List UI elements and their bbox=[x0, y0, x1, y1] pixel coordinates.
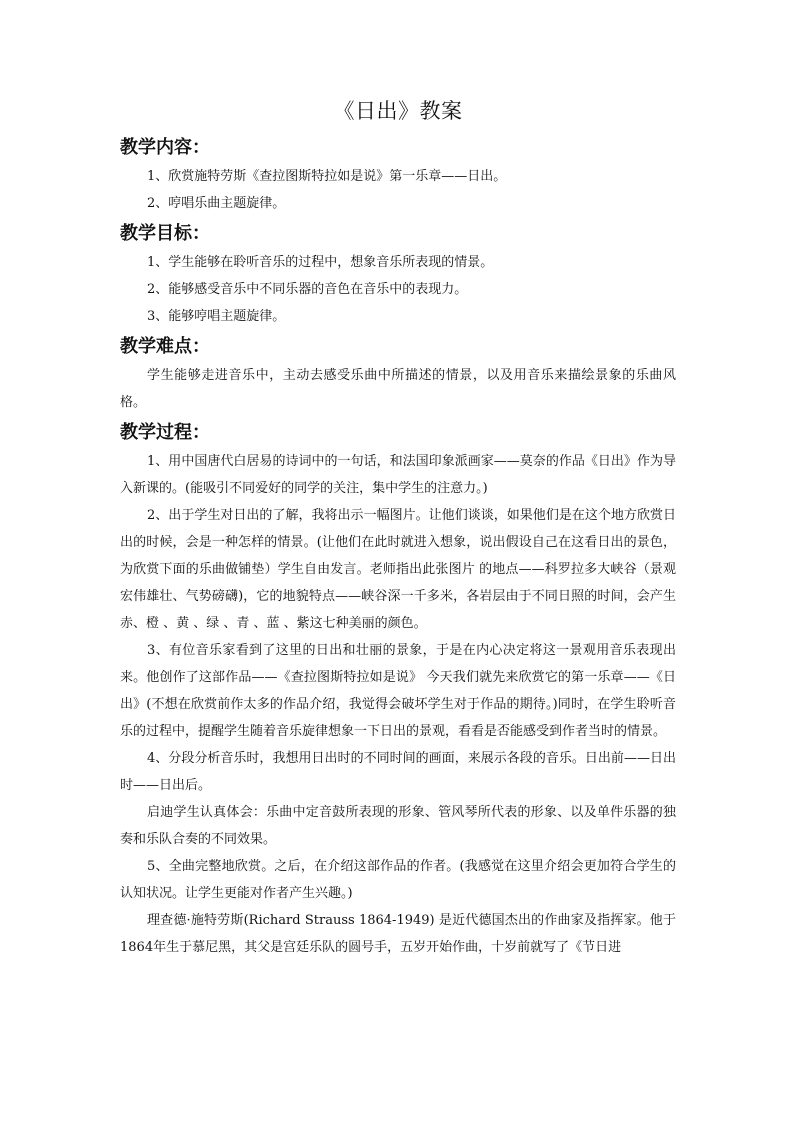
list-item: 1、学生能够在聆听音乐的过程中，想象音乐所表现的情景。 bbox=[147, 255, 494, 270]
paragraph: 2、出于学生对日出的了解，我将出示一幅图片。让他们谈谈，如果他们是在这个地方欣赏日出的时候，会是一种怎样的情景。(让他们在此时就进入想象，说出假设自己在这看日出的景色，为欣赏下面的乐曲做铺垫）学生自由发言。老师指出此张图片 的地点——科罗拉多大峡谷（景观宏伟雄壮、气势磅礴)，它的地貌特点——峡谷深一千多米，各岩层由于不同日照的时间，会产生赤、橙 、黄 、绿 、青 、蓝 、紫这七种美丽的颜色。 bbox=[120, 508, 676, 631]
section-process bbox=[120, 418, 676, 961]
list-item: 2、能够感受音乐中不同乐器的音色在音乐中的表现力。 bbox=[147, 282, 468, 297]
paragraph: 学生能够走进音乐中，主动去感受乐曲中所描述的情景，以及用音乐来描绘景象的乐曲风格。 bbox=[120, 368, 676, 410]
document-page bbox=[120, 96, 676, 961]
paragraph: 3、有位音乐家看到了这里的日出和壮丽的景象，于是在内心决定将这一景观用音乐表现出来。他创作了这部作品——《查拉图斯特拉如是说》 今天我们就先来欣赏它的第一乐章——《日出》(不想在欣赏前作太多的作品介绍，我觉得会破坏学生对于作品的期待。)同时，在学生聆听音乐的过程中，提醒学生随着音乐旋律想象一下日出的景观，看看是否能感受到作者当时的情景。 bbox=[120, 643, 676, 739]
section-heading: 教学过程： bbox=[120, 422, 210, 443]
section-heading: 教学内容： bbox=[120, 137, 210, 158]
paragraph: 5、全曲完整地欣赏。之后，在介绍这部作品的作者。(我感觉在这里介绍会更加符合学生的认知状况。让学生更能对作者产生兴趣。) bbox=[120, 859, 676, 901]
list-item: 3、能够哼唱主题旋律。 bbox=[147, 309, 286, 324]
paragraph: 1、用中国唐代白居易的诗词中的一句话，和法国印象派画家——莫奈的作品《日出》作为导入新课的。(能吸引不同爱好的同学的关注，集中学生的注意力。) bbox=[120, 454, 676, 496]
section-content bbox=[120, 133, 676, 217]
section-objectives bbox=[120, 219, 676, 330]
section-heading: 教学难点： bbox=[120, 336, 210, 357]
list-item: 2、哼唱乐曲主题旋律。 bbox=[147, 196, 286, 211]
section-heading: 教学目标： bbox=[120, 223, 210, 244]
paragraph: 理查德·施特劳斯(Richard Strauss 1864-1949) 是近代德国杰出的作曲家及指挥家。他于 1864年生于慕尼黑，其父是宫廷乐队的圆号手，五岁开始作曲，十岁前就写了《节日进 bbox=[120, 913, 676, 955]
paragraph: 启迪学生认真体会：乐曲中定音鼓所表现的形象、管风琴所代表的形象、以及单件乐器的独奏和乐队合奏的不同效果。 bbox=[120, 805, 676, 847]
paragraph: 4、分段分析音乐时，我想用日出时的不同时间的画面，来展示各段的音乐。日出前——日出时——日出后。 bbox=[120, 751, 676, 793]
list-item: 1、欣赏施特劳斯《查拉图斯特拉如是说》第一乐章——日出。 bbox=[147, 169, 507, 184]
section-difficulties bbox=[120, 332, 676, 416]
document-title: 《日出》教案 bbox=[333, 99, 463, 123]
